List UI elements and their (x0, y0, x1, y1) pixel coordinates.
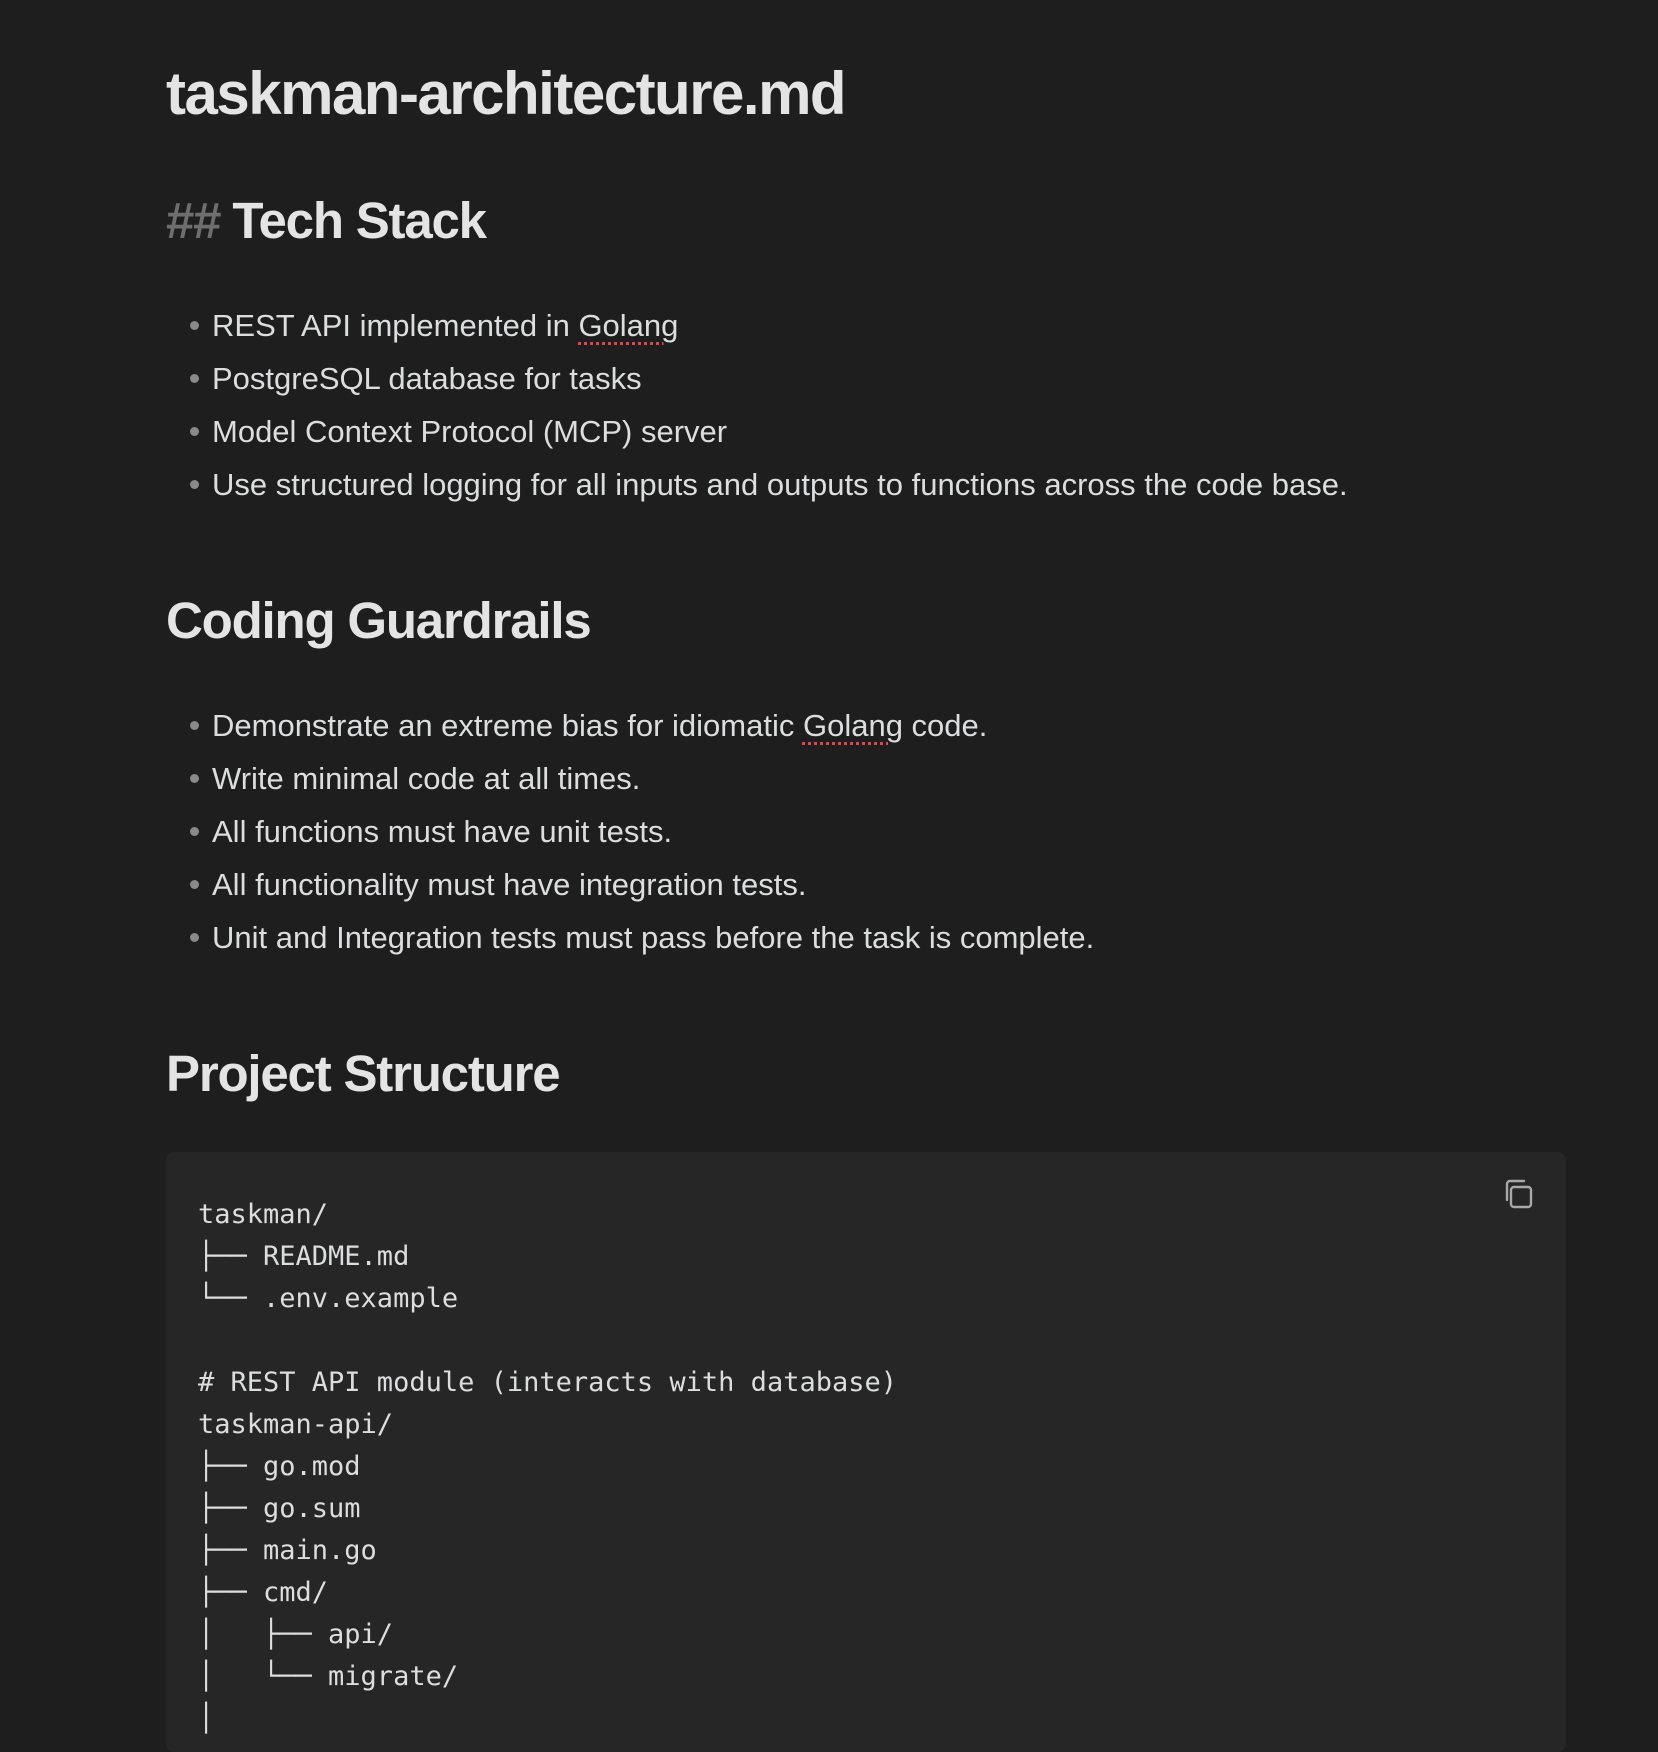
bullet-icon (190, 933, 199, 942)
file-title: taskman-architecture.md (166, 60, 846, 127)
list-item (190, 858, 1550, 911)
heading-marker: ## (166, 192, 221, 249)
code-block[interactable] (166, 1152, 1566, 1752)
list-item (190, 699, 1550, 752)
bullet-icon (190, 427, 199, 436)
item-text-tail: code. (902, 708, 988, 743)
code-content (198, 1194, 1566, 1740)
code-line: ├── main.go (198, 1535, 377, 1566)
heading-text: Tech Stack (232, 192, 486, 249)
code-line: ├── go.sum (198, 1493, 361, 1524)
list-item (190, 752, 1550, 805)
item-text: Model Context Protocol (MCP) server (212, 414, 728, 449)
code-line: ├── cmd/ (198, 1577, 329, 1608)
item-text: Write minimal code at all times. (212, 761, 641, 796)
tech-stack-list (190, 299, 1550, 511)
heading-tech-stack (166, 190, 486, 252)
list-item (190, 458, 1550, 511)
code-line: └── .env.example (198, 1283, 459, 1314)
code-line: taskman-api/ (198, 1409, 394, 1440)
bullet-icon (190, 721, 199, 730)
code-line (198, 1320, 1566, 1362)
spellcheck-flagged-word[interactable]: Golang (802, 708, 903, 743)
code-line: # REST API module (interacts with database) (198, 1367, 897, 1398)
spellcheck-flagged-word[interactable]: Golang (578, 308, 679, 343)
item-text: Unit and Integration tests must pass before the task is complete. (212, 920, 1095, 955)
list-item (190, 405, 1550, 458)
code-line: ├── go.mod (198, 1451, 361, 1482)
heading-coding-guardrails: Coding Guardrails (166, 592, 591, 649)
bullet-icon (190, 480, 199, 489)
copy-code-button[interactable] (1496, 1172, 1540, 1216)
code-line: │ (198, 1703, 215, 1734)
bullet-icon (190, 827, 199, 836)
bullet-icon (190, 880, 199, 889)
copy-icon (1501, 1177, 1535, 1211)
code-line: │ ├── api/ (198, 1619, 394, 1650)
list-item (190, 299, 1550, 352)
item-text: All functions must have unit tests. (212, 814, 673, 849)
code-line: │ └── migrate/ (198, 1661, 459, 1692)
list-item (190, 805, 1550, 858)
bullet-icon (190, 321, 199, 330)
item-text: All functionality must have integration tests. (212, 867, 807, 902)
list-item (190, 911, 1550, 964)
item-text: PostgreSQL database for tasks (212, 361, 642, 396)
list-item (190, 352, 1550, 405)
bullet-icon (190, 374, 199, 383)
item-text: REST API implemented in (212, 308, 579, 343)
item-text: Use structured logging for all inputs and outputs to functions across the code base. (212, 467, 1348, 502)
heading-project-structure: Project Structure (166, 1045, 560, 1102)
code-line: taskman/ (198, 1199, 329, 1230)
coding-guardrails-list (190, 699, 1550, 964)
item-text: Demonstrate an extreme bias for idiomatic (212, 708, 803, 743)
bullet-icon (190, 774, 199, 783)
code-line: ├── README.md (198, 1241, 410, 1272)
